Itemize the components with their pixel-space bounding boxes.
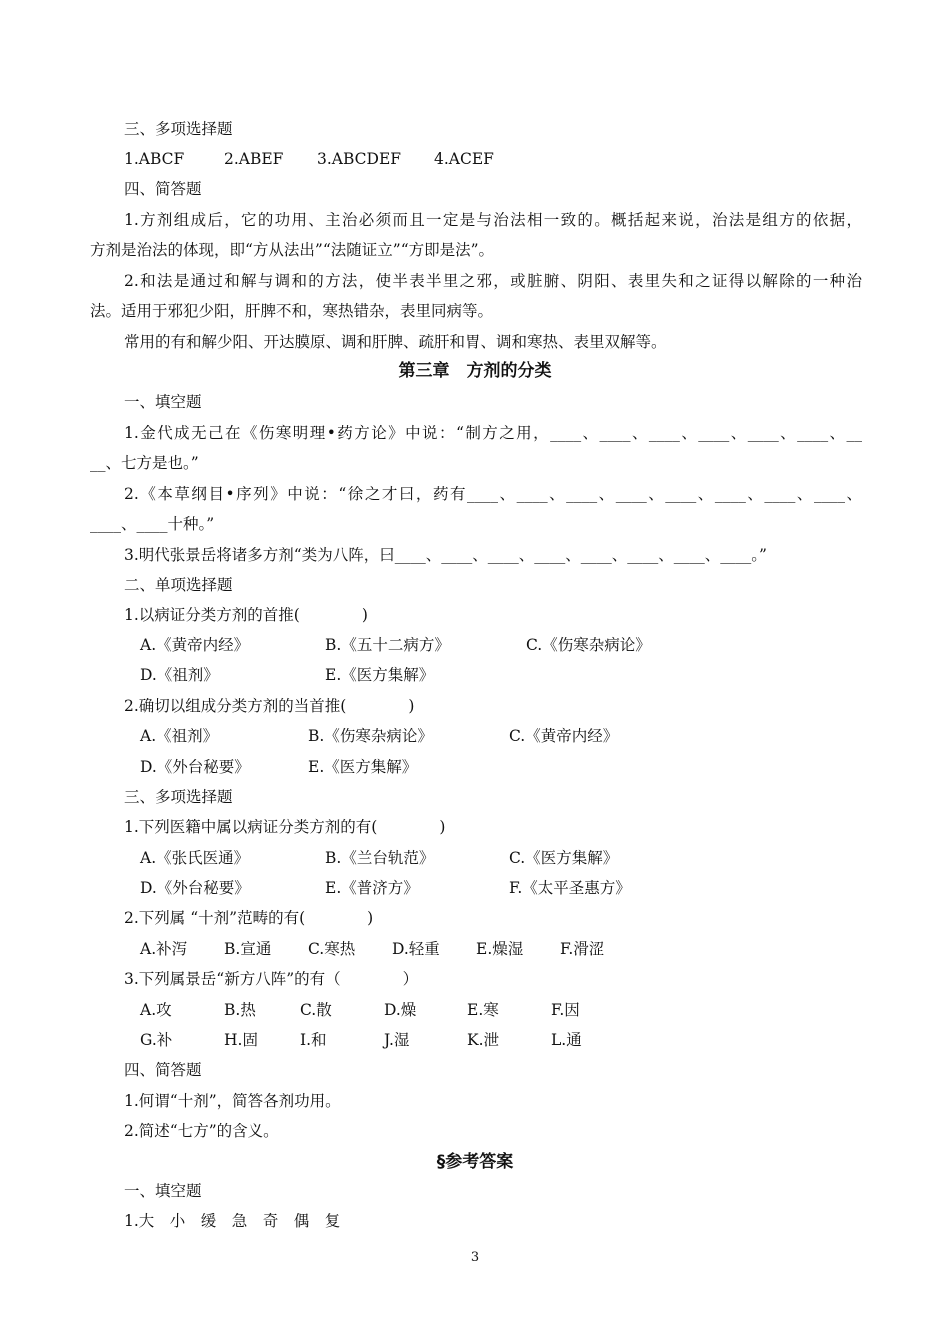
page-number: 3 (470, 1250, 480, 1265)
question-line: 1.金代成无己在《伤寒明理•药方论》中说：“制方之用，____、____、____、____、____、____、__ (124, 424, 862, 442)
option-item: F.因 (551, 1001, 580, 1019)
chapter-title: 第三章 方剂的分类 (398, 361, 552, 381)
option-item: D.《外台秘要》 (140, 758, 250, 776)
paragraph-line: 1.方剂组成后，它的功用、主治必须而且一定是与治法相一致的。概括起来说，治法是组方的依据， (124, 211, 862, 229)
question-line: 1.下列医籍中属以病证分类方剂的有( ) (124, 818, 446, 836)
paragraph-line: 2.和法是通过和解与调和的方法，使半表半里之邪，或脏腑、阴阳、表里失和之证得以解除的一种治 (124, 272, 862, 290)
option-item: D.轻重 (392, 940, 440, 958)
section-heading-short-answer: 四、简答题 (124, 1061, 202, 1079)
option-item: D.《祖剂》 (140, 666, 219, 684)
question-line: ____、____十种。” (90, 515, 215, 533)
option-item: L.通 (551, 1031, 582, 1049)
option-item: E.燥湿 (476, 940, 524, 958)
option-item: F.滑涩 (560, 940, 605, 958)
question-line: 3.明代张景岳将诸多方剂“类为八阵，曰____、____、____、____、____、____、____、____。” (124, 546, 767, 564)
option-item: C.《医方集解》 (509, 849, 619, 867)
option-item: B.《伤寒杂病论》 (308, 727, 433, 745)
question-line: 1.以病证分类方剂的首推( ) (124, 606, 368, 624)
option-item: C.《黄帝内经》 (509, 727, 619, 745)
option-item: E.《普济方》 (325, 879, 419, 897)
option-item: F.《太平圣惠方》 (509, 879, 631, 897)
paragraph-line: 常用的有和解少阳、开达膜原、调和肝脾、疏肝和胃、调和寒热、表里双解等。 (124, 333, 667, 351)
question-line: 2.《本草纲目•序列》中说：“徐之才曰，药有____、____、____、____、____、____、____、____、 (124, 485, 862, 503)
section-heading-multi-choice-answers: 三、多项选择题 (124, 120, 233, 138)
option-item: J.湿 (384, 1031, 410, 1049)
answer-item: 3.ABCDEF (317, 150, 402, 168)
option-item: A.攻 (140, 1001, 172, 1019)
option-item: E.《医方集解》 (325, 666, 435, 684)
question-line: 3.下列属景岳“新方八阵”的有（ ） (124, 970, 419, 988)
option-item: I.和 (300, 1031, 327, 1049)
option-item: A.《祖剂》 (140, 727, 219, 745)
answer-item: 2.ABEF (224, 150, 284, 168)
option-item: A.补泻 (140, 940, 188, 958)
option-item: B.宣通 (224, 940, 272, 958)
option-item: D.燥 (384, 1001, 417, 1019)
section-heading-single-choice: 二、单项选择题 (124, 576, 233, 594)
option-item: H.固 (224, 1031, 258, 1049)
question-line: 2.下列属 “十剂”范畴的有( ) (124, 909, 374, 927)
option-item: B.《五十二病方》 (325, 636, 450, 654)
option-item: E.《医方集解》 (308, 758, 418, 776)
option-item: E.寒 (467, 1001, 499, 1019)
answer-line: 1.大 小 缓 急 奇 偶 复 (124, 1212, 341, 1230)
option-item: K.泄 (467, 1031, 500, 1049)
question-line: 1.何谓“十剂”，简答各剂功用。 (124, 1092, 341, 1110)
option-item: D.《外台秘要》 (140, 879, 250, 897)
option-item: A.《张氏医通》 (140, 849, 250, 867)
answers-title: §参考答案 (436, 1152, 514, 1172)
option-item: C.散 (300, 1001, 332, 1019)
option-item: B.热 (224, 1001, 256, 1019)
answer-item: 4.ACEF (434, 150, 494, 168)
section-heading-fill-blank: 一、填空题 (124, 393, 202, 411)
question-line: 2.确切以组成分类方剂的当首推( ) (124, 697, 415, 715)
question-line: __、七方是也。” (90, 454, 199, 472)
option-item: C.寒热 (308, 940, 356, 958)
section-heading-fill-blank-answers: 一、填空题 (124, 1182, 202, 1200)
answer-item: 1.ABCF (124, 150, 185, 168)
option-item: B.《兰台轨范》 (325, 849, 435, 867)
question-line: 2.简述“七方”的含义。 (124, 1122, 279, 1140)
option-item: A.《黄帝内经》 (140, 636, 250, 654)
paragraph-line: 方剂是治法的体现，即“方从法出”“法随证立”“方即是法”。 (90, 241, 495, 259)
section-heading-short-answers: 四、简答题 (124, 180, 202, 198)
option-item: G.补 (140, 1031, 173, 1049)
option-item: C.《伤寒杂病论》 (526, 636, 651, 654)
paragraph-line: 法。适用于邪犯少阳，肝脾不和，寒热错杂，表里同病等。 (90, 302, 494, 320)
section-heading-multi-choice: 三、多项选择题 (124, 788, 233, 806)
